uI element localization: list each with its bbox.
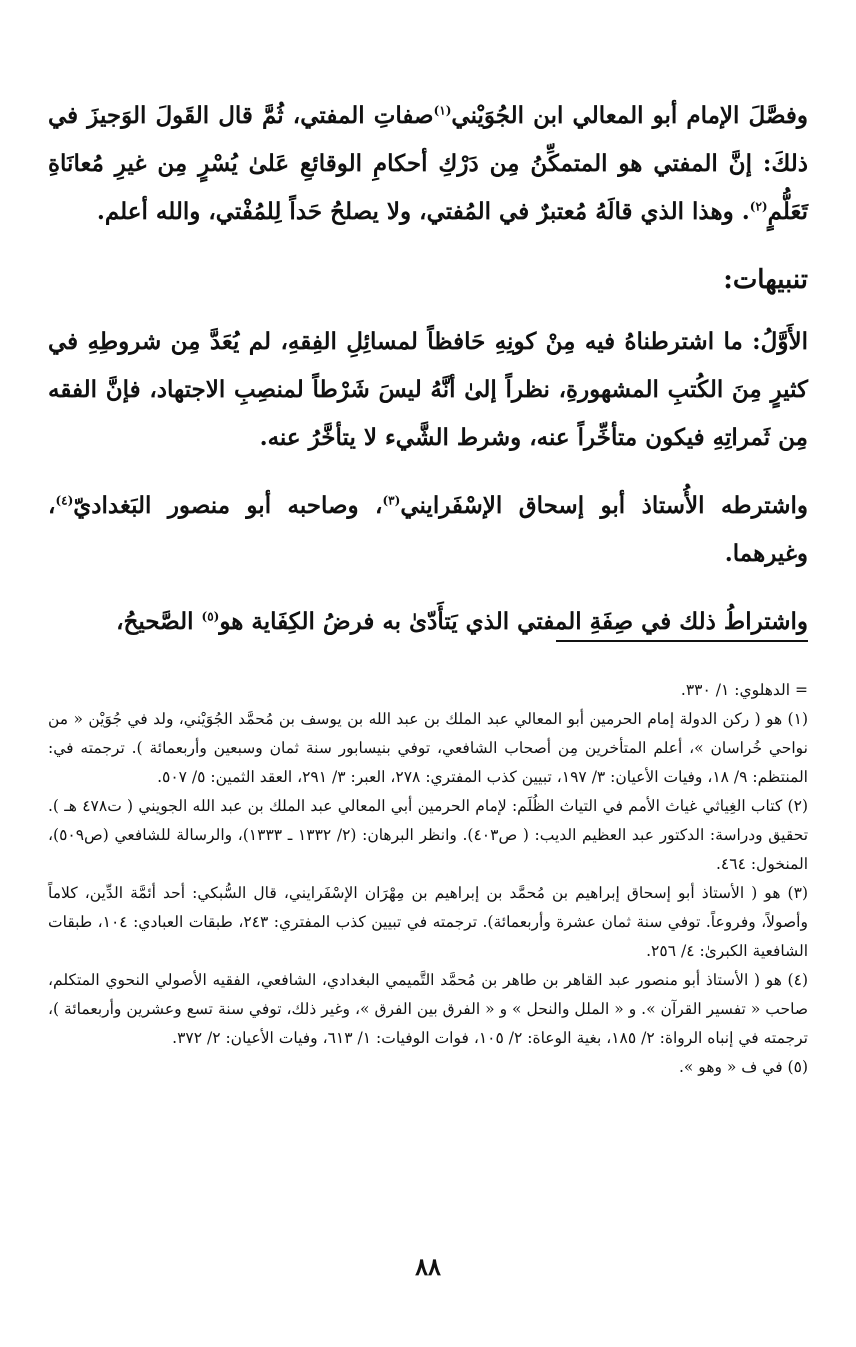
section-heading: تنبيهات: (723, 265, 808, 295)
paragraph-3-part-b: ، وصاحبه أبو منصور البَغداديّ (73, 492, 383, 519)
page-number: ٨٨ (415, 1252, 441, 1281)
paragraph-2-text: ما اشترطناهُ فيه مِنْ كونِهِ حَافظاً لمسائِلِ الفِقهِ، لم يُعَدَّ مِن شروطِهِ في كثيرٍ مِنَ الكُتبِ المشهورةِ، نظراً إلىٰ أنَّهُ ليسَ شَرْطاً لمنصِبِ الاجتهاد، فإنَّ الفقه مِن ثَمراتِهِ فيكون متأخِّراً عنه، وشرط الشَّيء لا يتأخَّرُ عنه. (48, 328, 808, 451)
paragraph-2-lead: الأَوَّلُ: (752, 328, 808, 355)
paragraph-4-part-b: الصَّحيحُ، (116, 608, 202, 635)
paragraph-1-part-a: وفصَّلَ الإمام أبو المعالي ابن الجُوَيْني (451, 102, 808, 129)
footnote-ref-4: (٤) (55, 493, 74, 508)
footnote-ref-1: (١) (433, 103, 452, 118)
footnote-ref-3: (٣) (382, 493, 401, 508)
footnote-2: (٢) كتاب الغِياثي غياث الأمم في التياث الظُلَم: لإمام الحرمين أبي المعالي عبد الملك بن عبد الله الجويني ( ت٤٧٨ هـ ). تحقيق ودراسة: الدكتور عبد العظيم الديب: ( ص٤٠٣). وانظر البرهان: (٢/ ١٣٣٢ ـ ١٣٣٣)، والرسالة للشافعي (ص٥٠٩)، المنخول: ٤٦٤. (48, 797, 809, 873)
paragraph-1-part-c: . وهذا الذي قالَهُ مُعتبرٌ في المُفتي، ولا يصلحُ حَداً لِلمُفْتي، والله أعلم. (96, 198, 750, 225)
main-text (48, 92, 808, 666)
paragraph-1-part-b: صفاتِ المفتي، ثُمَّ قال القَولَ الوَجيزَ في ذلكَ: إنَّ المفتي هو المتمكِّنُ مِن دَرْكِ أحكامِ الوقائعِ عَلىٰ يُسْرٍ مِن غيرِ مُعانَاةِ تَعَلُّمٍ (48, 102, 808, 225)
paragraph-3-part-a: واشترطه الأُستاذ أبو إسحاق الإسْفَرايني (400, 492, 808, 519)
footnotes (48, 676, 808, 1082)
paragraph-4 (48, 598, 808, 646)
footnote-1: (١) هو ( ركن الدولة إمام الحرمين أبو المعالي عبد الملك بن عبد الله بن يوسف بن مُحمَّد الجُوَيْني، ولد في جُوَيْن « من نواحي خُراسان »، أعلم المتأخرين مِن أصحاب الشافعي، توفي بنيسابور سنة ثمان وسبعين وأربعمائة ). ترجمته في: المنتظم: ٩/ ١٨، وفيات الأعيان: ٣/ ١٩٧، تبيين كذب المفتري: ٢٧٨، العبر: ٣/ ٢٩١، العقد الثمين: ٥/ ٥٠٧. (48, 710, 808, 786)
paragraph-2 (48, 318, 808, 462)
footnote-continuation: = الدهلوي: ١/ ٣٣٠. (680, 681, 808, 699)
paragraph-3-part-c: ، وغيرهما. (48, 492, 808, 567)
footnote-3: (٣) هو ( الأستاذ أبو إسحاق إبراهيم بن مُحمَّد بن إبراهيم بن مِهْرَان الإسْفَرايني، قال السُّبكي: أحد أئمَّة الدِّين، كلاماً وأصولاً، وفروعاً. توفي سنة ثمان عشرة وأربعمائة). ترجمته في تبيين كذب المفتري: ٢٤٣، طبقات العبادي: ١٠٤، طبقات الشافعية الكبرىٰ: ٤/ ٢٥٦. (48, 884, 808, 960)
footnote-separator (556, 640, 808, 642)
footnote-5: (٥) في ف « وهو ». (678, 1058, 808, 1076)
footnote-ref-2: (٢) (749, 199, 768, 214)
paragraph-3 (48, 482, 808, 578)
paragraph-4-part-a: واشتراطُ ذلك في صِفَةِ المفتي الذي يَتأَدّىٰ به فرضُ الكِفَاية هو (219, 608, 808, 635)
footnote-4: (٤) هو ( الأستاذ أبو منصور عبد القاهر بن طاهر بن مُحمَّد التَّميمي البغدادي، الشافعي، الفقيه الأصولي النحوي المتكلم، صاحب « تفسير القرآن ». و « الملل والنحل » و « الفرق بين الفرق »، وغير ذلك، توفي سنة تسع وعشرين وأربعمائة )، ترجمته في إنباه الرواة: ٢/ ١٨٥، بغية الوعاة: ٢/ ١٠٥، فوات الوفيات: ١/ ٦١٣، وفيات الأعيان: ٢/ ٣٧٢. (48, 971, 808, 1047)
paragraph-1 (48, 92, 808, 236)
footnote-ref-5: (٥) (201, 609, 220, 624)
